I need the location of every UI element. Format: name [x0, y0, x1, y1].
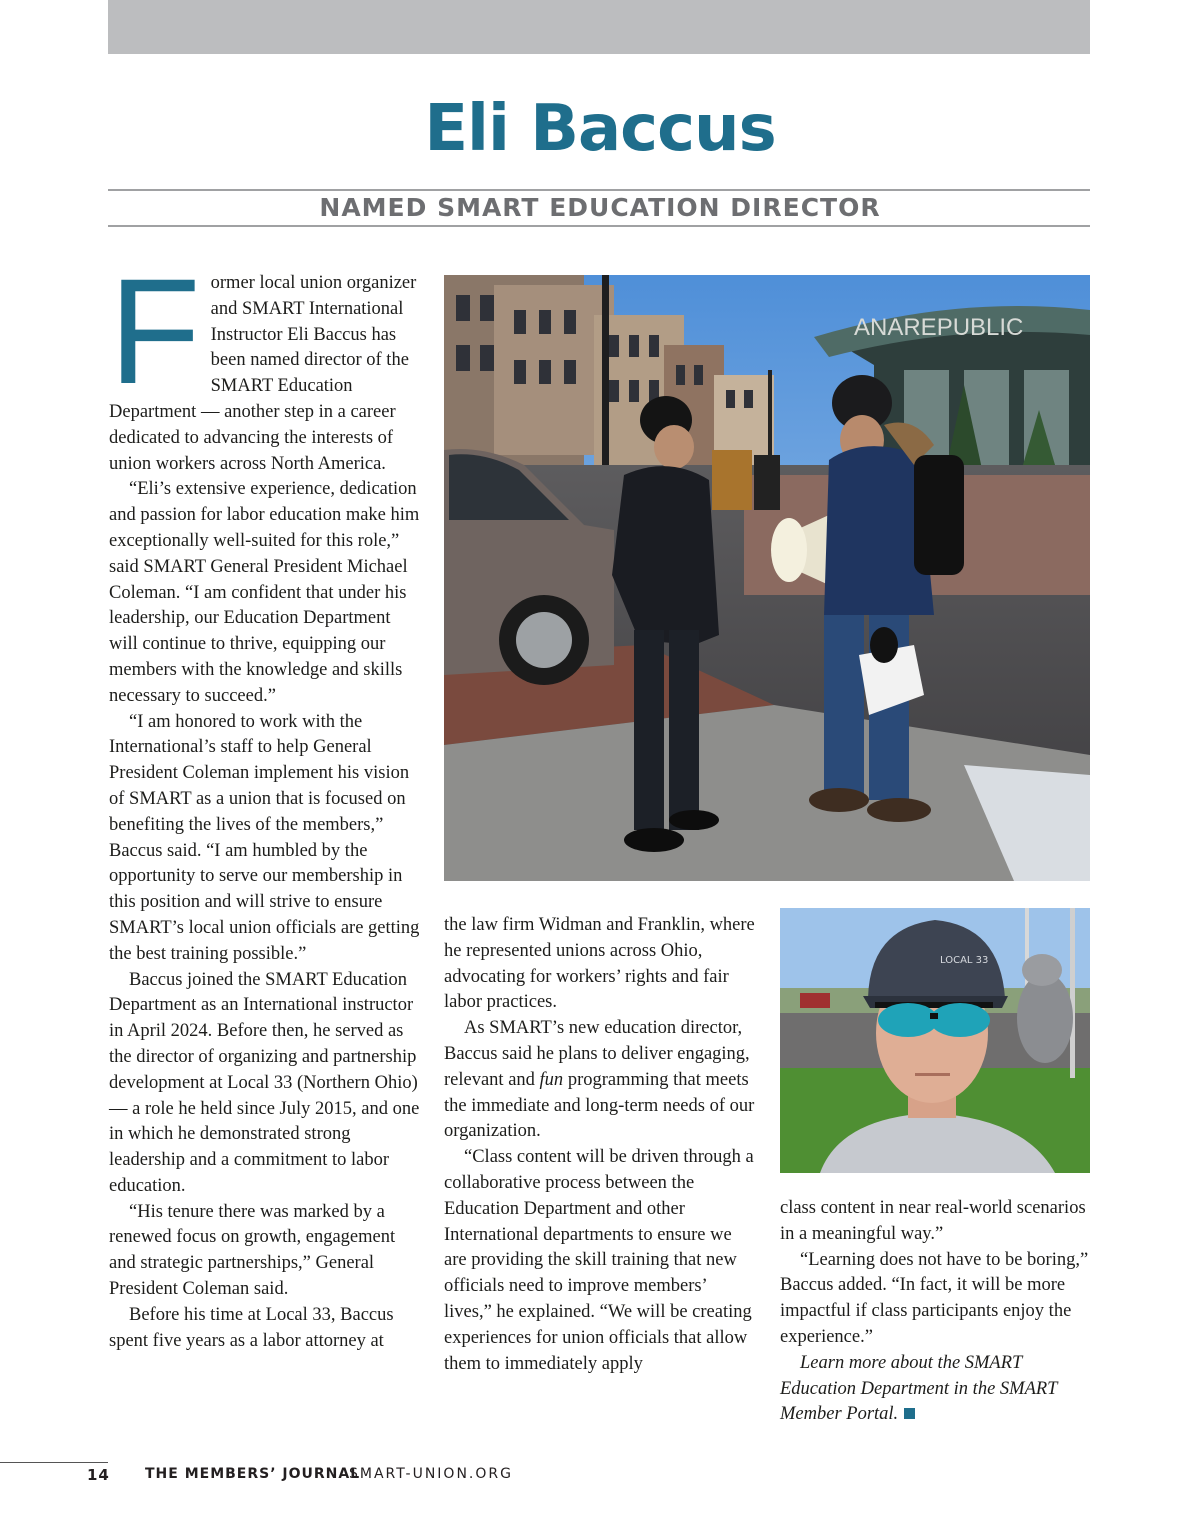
title-rule-bottom: [108, 225, 1090, 227]
paragraph: class content in near real-world scenarios in a meaningful way.”: [780, 1198, 1086, 1244]
street-photo: [444, 275, 1090, 881]
paragraph: Learn more about the SMART Education Department in the SMART Member Portal.: [780, 1352, 1058, 1425]
website-url: SMART-UNION.ORG: [349, 1466, 513, 1482]
header-bar: [108, 0, 1090, 54]
paragraph: As SMART’s new education director, Baccus said he plans to deliver engaging, relevant and fun programming that meets the immediate and long-term needs of our organization.: [444, 1018, 755, 1142]
paragraph: “Class content will be driven through a collaborative process between the Education Department and other International departments to ensure we are providing the skill training that new officials need to improve members’ lives,” he explained. “We will be creating experiences for union officials that allow them to immediately apply: [444, 1147, 754, 1374]
paragraph: “His tenure there was marked by a renewed focus on growth, engagement and strategic partnerships,” General President Coleman said.: [109, 1201, 396, 1300]
paragraph: the law firm Widman and Franklin, where he represented unions across Ohio, advocating for workers’ rights and fair labor practices.: [444, 915, 755, 1013]
article-title: Eli Baccus: [424, 92, 776, 166]
page-number: 14: [87, 1466, 110, 1484]
paragraph: “Learning does not have to be boring,” Baccus added. “In fact, it will be more impactful if class participants enjoy the experience.”: [780, 1249, 1089, 1347]
article-column-3: [780, 1196, 1090, 1428]
footer-rule: [0, 1462, 108, 1463]
paragraph: Before his time at Local 33, Baccus spent five years as a labor attorney at: [109, 1304, 394, 1351]
article-column-2: [444, 913, 756, 1377]
paragraph: Baccus joined the SMART Education Department as an International instructor in April 2024. Before then, he served as the director of organizing and partnership development at Local 33 (Northern Ohio) — a role he held since July 2015, and one in which he demonstrated strong leadership and a commitment to labor education.: [109, 969, 420, 1196]
article-subtitle: NAMED SMART EDUCATION DIRECTOR: [319, 193, 881, 222]
paragraph: Former local union organizer and SMART International Instructor Eli Baccus has been named director of the SMART Education Department — another step in a career dedicated to advancing the interests of union workers across North America.: [109, 247, 417, 474]
paragraph: “I am honored to work with the International’s staff to help General President Coleman implement his vision of SMART as a union that is focused on benefiting the lives of the members,” Baccus said. “I am humbled by the opportunity to serve our membership in this position and will strive to ensure SMART’s local union officials are getting the best training possible.”: [109, 711, 420, 964]
journal-name: THE MEMBERS’ JOURNAL: [145, 1466, 361, 1482]
storefront-sign: ANAREPUBLIC: [854, 314, 1024, 341]
end-mark-icon: [904, 1408, 915, 1419]
article-column-1: [109, 247, 422, 1354]
title-rule-top: [108, 189, 1090, 191]
portrait-photo: [780, 908, 1090, 1173]
cap-text: LOCAL 33: [940, 955, 989, 966]
drop-cap: F: [109, 247, 201, 415]
paragraph: “Eli’s extensive experience, dedication and passion for labor education make him exceptionally well-suited for this role,” said SMART General President Michael Coleman. “I am confident that under his leadership, our Education Department will continue to thrive, equipping our members with the knowledge and skills necessary to succeed.”: [109, 479, 420, 706]
